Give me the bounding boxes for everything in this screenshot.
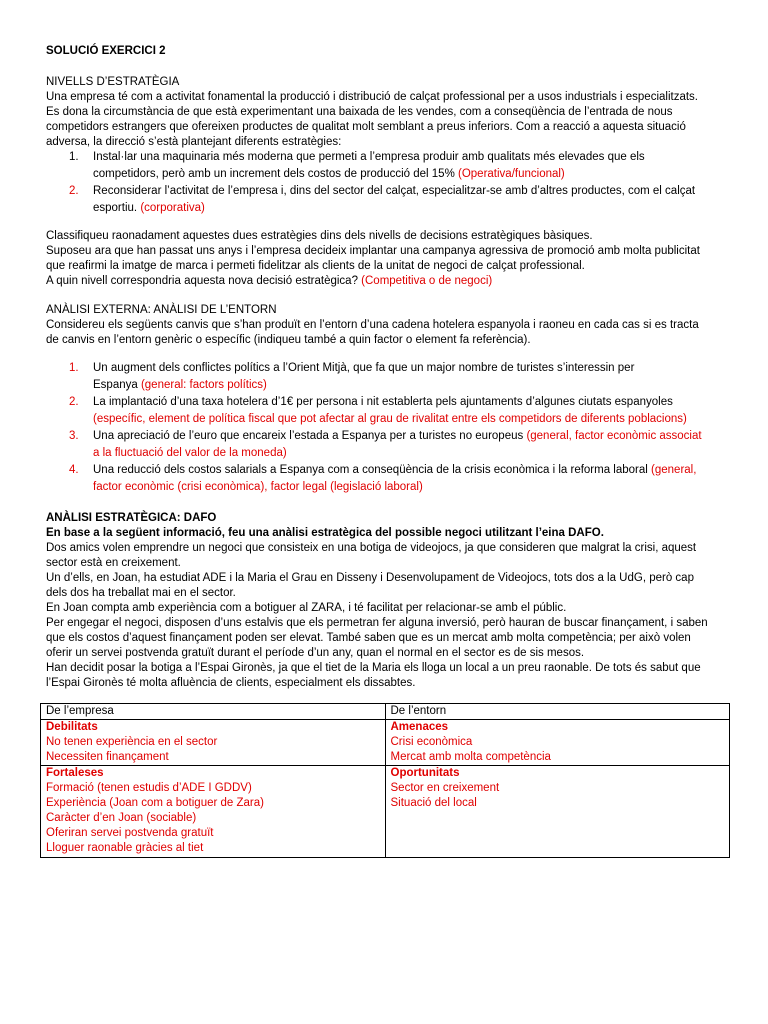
dafo-cell-oportunitats	[385, 766, 730, 858]
text-line: de canvis en l’entorn genèric o específic (indiqueu també a quin factor o element fa referència).	[46, 334, 531, 346]
text-line: Considereu els següents canvis que s’han produït en l’entorn d’una cadena hotelera espanyola i raoneu en cada cas si es tracta	[46, 319, 699, 331]
section-heading-dafo: ANÀLISI ESTRATÈGICA: DAFO	[46, 512, 217, 524]
cell-title: Amenaces	[390, 721, 449, 733]
dafo-cell-fortaleses	[41, 766, 386, 858]
list-item	[46, 360, 730, 394]
answer-text: (general: factors polítics)	[140, 379, 267, 391]
list-item: Lloguer raonable gràcies al tiet	[46, 842, 204, 854]
text-line: Un d’ells, en Joan, ha estudiat ADE i la Maria el Grau en Disseny i Desenvolupament de Videojocs, tots dos a la UdG, però cap	[46, 572, 694, 584]
list-number: 2.	[69, 396, 79, 408]
text-line: Han decidit posar la botiga a l’Espai Gironès, ja que el tiet de la Maria els lloga un local a un preu raonable. De tots és sabut que	[46, 662, 701, 674]
item-text: Un augment dels conflictes polítics a l’Orient Mitjà, que fa que un major nombre de turistes s’interessin per	[93, 362, 635, 374]
text-line: Es dona la circumstància de que està experimentant una baixada de les vendes, com a conseqüència de l’entrada de nous	[46, 106, 673, 118]
section1-paragraph-2	[46, 229, 730, 289]
list-number: 4.	[69, 464, 79, 476]
section-heading-analisi-externa: ANÀLISI EXTERNA: ANÀLISI DE L’ENTORN	[46, 304, 277, 316]
answer-text: (general,	[651, 464, 697, 476]
list-item: Caràcter d’en Joan (sociable)	[46, 812, 197, 824]
answer-text: (general, factor econòmic associat	[526, 430, 702, 442]
list-number: 1.	[69, 362, 79, 374]
dafo-cell-debilitats	[41, 720, 386, 766]
section-subheading-dafo: En base a la següent informació, feu una anàlisi estratègica del possible negoci utilitzant l’eina DAFO.	[46, 527, 604, 539]
table-header-entorn: De l’entorn	[385, 704, 730, 720]
list-number: 1.	[69, 151, 79, 163]
list-item: Situació del local	[390, 797, 477, 809]
list-item: Oferiran servei postvenda gratuït	[46, 827, 214, 839]
list-item	[46, 462, 730, 496]
table-row	[41, 720, 730, 766]
item-text: Una apreciació de l’euro que encareix l’estada a Espanya per a turistes no europeus	[93, 430, 527, 442]
table-header-empresa: De l’empresa	[41, 704, 386, 720]
page-title: SOLUCIÓ EXERCICI 2	[46, 45, 166, 57]
list-number: 3.	[69, 430, 79, 442]
list-item: Formació (tenen estudis d’ADE I GDDV)	[46, 782, 252, 794]
text-line: oferir un servei postvenda gratuït durant el període d’un any, quan el normal en el sector es de sis mesos.	[46, 647, 585, 659]
item-text: Instal·lar una maquinaria més moderna que permeti a l’empresa produir amb qualitats més elevades que els	[93, 151, 645, 163]
list-item	[46, 149, 730, 183]
table-row	[41, 766, 730, 858]
text-line: sector està en creixement.	[46, 557, 181, 569]
question-text: A quin nivell correspondria aquesta nova decisió estratègica?	[46, 275, 362, 287]
list-item	[46, 394, 730, 428]
answer-text: factor econòmic (crisi econòmica), factor legal (legislació laboral)	[93, 481, 423, 493]
text-line: Una empresa té com a activitat fonamental la producció i distribució de calçat professional per a usos industrials i especialitzats.	[46, 91, 698, 103]
answer-text: (específic, element de política fiscal que pot afectar al grau de rivalitat entre els competidors de diferents poblacions)	[93, 413, 687, 425]
cell-title: Debilitats	[46, 721, 98, 733]
answer-text: a la fluctuació del valor de la moneda)	[93, 447, 287, 459]
dafo-table	[40, 703, 730, 858]
text-line: l’Espai Gironès té molta afluència de clients, especialment els dissabtes.	[46, 677, 416, 689]
text-line: Dos amics volen emprendre un negoci que consisteix en una botiga de videojocs, ja que consideren que malgrat la crisi, aquest	[46, 542, 697, 554]
list-item: Necessiten finançament	[46, 751, 169, 763]
section1-paragraph	[46, 90, 730, 150]
text-line: En Joan compta amb experiència com a botiguer al ZARA, i té facilitat per relacionar-se amb el públic.	[46, 602, 567, 614]
list-item: Crisi econòmica	[390, 736, 473, 748]
answer-text: (Operativa/funcional)	[458, 168, 565, 180]
environment-list	[46, 360, 730, 496]
text-line: que els costos d’aquest finançament poden ser elevat. També saben que es un mercat amb molta competència; per això volen	[46, 632, 691, 644]
text-line: Classifiqueu raonadament aquestes dues estratègies dins dels nivells de decisions estratègiques bàsiques.	[46, 230, 593, 242]
item-text: La implantació d’una taxa hotelera d’1€ per persona i nit establerta pels ajuntaments d’algunes ciutats espanyoles	[93, 396, 673, 408]
strategy-list	[46, 149, 730, 217]
item-text: competidors, però amb un increment dels costos de producció del 15%	[93, 168, 459, 180]
dafo-cell-amenaces	[385, 720, 730, 766]
list-item	[46, 428, 730, 462]
dafo-case-text	[46, 541, 730, 691]
item-text: Una reducció dels costos salarials a Espanya com a conseqüència de la crisis econòmica i la reforma laboral	[93, 464, 652, 476]
list-item: No tenen experiència en el sector	[46, 736, 218, 748]
list-number: 2.	[69, 185, 79, 197]
table-row	[41, 704, 730, 720]
text-line: dels dos ha treballat mai en el sector.	[46, 587, 236, 599]
text-line: que reafirmi la imatge de marca i permeti fidelitzar als clients de la unitat de negoci de calçat professional.	[46, 260, 585, 272]
section2-intro	[46, 318, 730, 348]
list-item: Sector en creixement	[390, 782, 500, 794]
list-item: Experiència (Joan com a botiguer de Zara)	[46, 797, 264, 809]
cell-title: Fortaleses	[46, 767, 104, 779]
text-line: Suposeu ara que han passat uns anys i l’empresa decideix implantar una campanya agressiva de promoció amb molta publicitat	[46, 245, 700, 257]
item-text: esportiu.	[93, 202, 141, 214]
text-line: competidors estrangers que ofereixen productes de qualitat molt semblant a preus inferiors. Com a reacció a aquesta situació	[46, 121, 686, 133]
item-text: Espanya	[93, 379, 141, 391]
item-text: Reconsiderar l’activitat de l’empresa i, dins del sector del calçat, especialitzar-se amb d’altres productes, com el calçat	[93, 185, 696, 197]
section-heading-nivells: NIVELLS D’ESTRATÈGIA	[46, 76, 180, 88]
list-item	[46, 183, 730, 217]
cell-title: Oportunitats	[390, 767, 460, 779]
text-line: Per engegar el negoci, disposen d’uns estalvis que els permetran fer alguna inversió, però hauran de buscar finançament, i saben	[46, 617, 708, 629]
answer-text: (corporativa)	[140, 202, 205, 214]
answer-text: (Competitiva o de negoci)	[361, 275, 493, 287]
text-line: adversa, la direcció s’està plantejant diferents estratègies:	[46, 136, 342, 148]
list-item: Mercat amb molta competència	[390, 751, 551, 763]
